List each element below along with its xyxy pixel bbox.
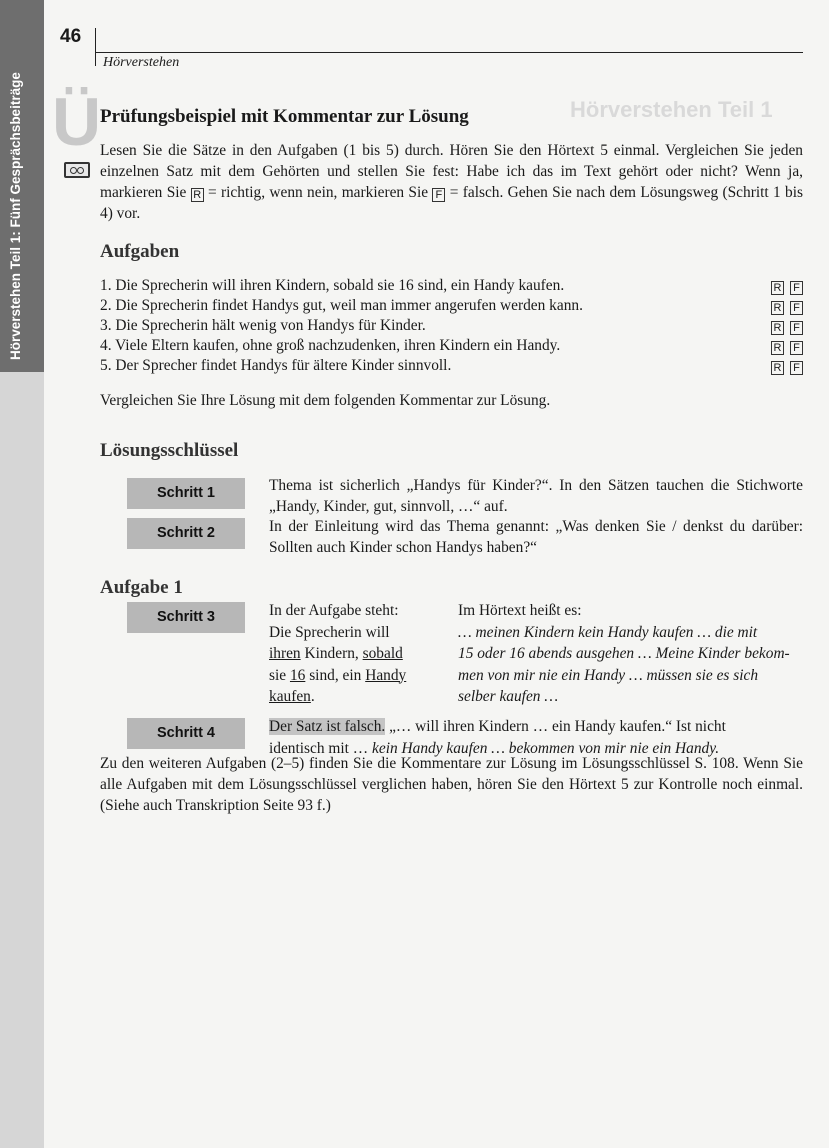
task-text: 4. Viele Eltern kaufen, ohne groß nachzudenken, ihren Kindern ein Handy. bbox=[100, 337, 561, 354]
quote-line: sie 16 sind, ein Handy bbox=[269, 666, 407, 684]
schritt-2-label: Schritt 2 bbox=[127, 518, 245, 549]
list-item bbox=[100, 336, 803, 356]
compare-instruction: Vergleichen Sie Ihre Lösung mit dem folgenden Kommentar zur Lösung. bbox=[100, 392, 551, 409]
task-text: 1. Die Sprecherin will ihren Kindern, sobald sie 16 sind, ein Handy kaufen. bbox=[100, 277, 565, 294]
r-checkbox[interactable]: R bbox=[771, 321, 784, 335]
list-item bbox=[100, 356, 803, 376]
intro-text-2: = richtig, wenn nein, markieren Sie bbox=[208, 184, 429, 201]
task-text: 2. Die Sprecherin findet Handys gut, weil man immer angerufen werden kann. bbox=[100, 297, 583, 314]
ghost-text: Hörverstehen Teil 1 bbox=[570, 97, 773, 122]
schritt-4-line: Der Satz ist falsch. „… will ihren Kindern … ein Handy kaufen.“ Ist nicht bbox=[269, 718, 726, 735]
quote-line: ihren Kindern, sobald bbox=[269, 645, 403, 662]
ghost-text bbox=[104, 230, 804, 250]
section-title: Hörverstehen bbox=[103, 55, 180, 70]
outro-paragraph: Zu den weiteren Aufgaben (2–5) finden Sie die Kommentare zur Lösung im Lösungsschlüssel S. 108. Wenn Sie alle Aufgaben mit dem Lösungsschlüssel verglichen haben, hören Sie den Hörtext 5 zur Kontrolle noch einmal. (Siehe auch Transkription Seite 93 f.) bbox=[100, 755, 803, 814]
r-checkbox[interactable]: R bbox=[771, 281, 784, 295]
f-checkbox[interactable]: F bbox=[790, 281, 803, 295]
quote-line: kaufen. bbox=[269, 688, 315, 705]
aufgabe-1-heading: Aufgabe 1 bbox=[100, 577, 183, 598]
task-list bbox=[100, 276, 803, 376]
richtig-box-icon: R bbox=[191, 188, 204, 202]
f-checkbox[interactable]: F bbox=[790, 301, 803, 315]
loesung-heading: Lösungsschlüssel bbox=[100, 440, 239, 461]
verdict-highlight: Der Satz ist falsch. bbox=[269, 718, 386, 735]
exam-u-icon: Ü bbox=[52, 84, 102, 160]
schritt-4-label: Schritt 4 bbox=[127, 718, 245, 749]
intro-paragraph bbox=[100, 140, 803, 224]
task-text: 3. Die Sprecherin hält wenig von Handys für Kinder. bbox=[100, 317, 426, 334]
cassette-icon bbox=[64, 162, 90, 178]
quote-line: selber kaufen … bbox=[458, 688, 559, 705]
header-rule bbox=[95, 52, 803, 53]
page-heading: Prüfungsbeispiel mit Kommentar zur Lösung bbox=[100, 106, 469, 127]
page-number: 46 bbox=[60, 26, 82, 47]
list-item bbox=[100, 296, 803, 316]
quote-line: men von mir nie ein Handy … müssen sie es sich bbox=[458, 666, 759, 684]
side-label: Hörverstehen Teil 1: Fünf Gesprächsbeiträge bbox=[8, 72, 23, 360]
quote-head: Im Hörtext heißt es: bbox=[458, 602, 582, 619]
quote-line: Die Sprecherin will bbox=[269, 623, 390, 641]
quote-line: In der Aufgabe steht: bbox=[269, 602, 399, 619]
r-checkbox[interactable]: R bbox=[771, 301, 784, 315]
list-item bbox=[100, 276, 803, 296]
schritt-4-line: identisch mit … kein Handy kaufen … bekommen von mir nie ein Handy. bbox=[269, 739, 720, 757]
schritt-3-label: Schritt 3 bbox=[127, 602, 245, 633]
quote-line: 15 oder 16 abends ausgehen … Meine Kinder bekom- bbox=[458, 645, 790, 662]
f-checkbox[interactable]: F bbox=[790, 361, 803, 375]
schritt-1-label: Schritt 1 bbox=[127, 478, 245, 509]
list-item bbox=[100, 316, 803, 336]
task-text: 5. Der Sprecher findet Handys für ältere Kinder sinnvoll. bbox=[100, 357, 452, 374]
intro-text-1: Lesen Sie die Sätze in den Aufgaben (1 bis 5) durch. Hören Sie den Hörtext 5 einmal. Vergleichen Sie jeden einzelnen Satz mit dem Gehörten und stellen Sie fest: Habe ich das im Text gehört oder nicht? Wenn ja, markieren Sie bbox=[100, 142, 803, 201]
f-checkbox[interactable]: F bbox=[790, 341, 803, 355]
audio-quote bbox=[458, 600, 803, 708]
intro-text-3: = falsch. Gehen Sie nach dem Lösungsweg (Schritt 1 bis 4) vor. bbox=[100, 184, 803, 222]
r-checkbox[interactable]: R bbox=[771, 361, 784, 375]
header-divider bbox=[95, 28, 96, 66]
schritt-1-text: Thema ist sicherlich „Handys für Kinder?“. In den Sätzen tauchen die Stichworte „Handy, Kinder, gut, sinnvoll, …“ auf. bbox=[269, 477, 803, 515]
falsch-box-icon: F bbox=[432, 188, 445, 202]
task-quote bbox=[269, 600, 449, 708]
f-checkbox[interactable]: F bbox=[790, 321, 803, 335]
schritt-2-text: In der Einleitung wird das Thema genannt: „Was denken Sie / denkst du darüber: Sollten auch Kinder schon Handys haben?“ bbox=[269, 518, 803, 556]
quote-line: … meinen Kindern kein Handy kaufen … die mit bbox=[458, 623, 758, 641]
r-checkbox[interactable]: R bbox=[771, 341, 784, 355]
aufgaben-heading: Aufgaben bbox=[100, 241, 180, 262]
